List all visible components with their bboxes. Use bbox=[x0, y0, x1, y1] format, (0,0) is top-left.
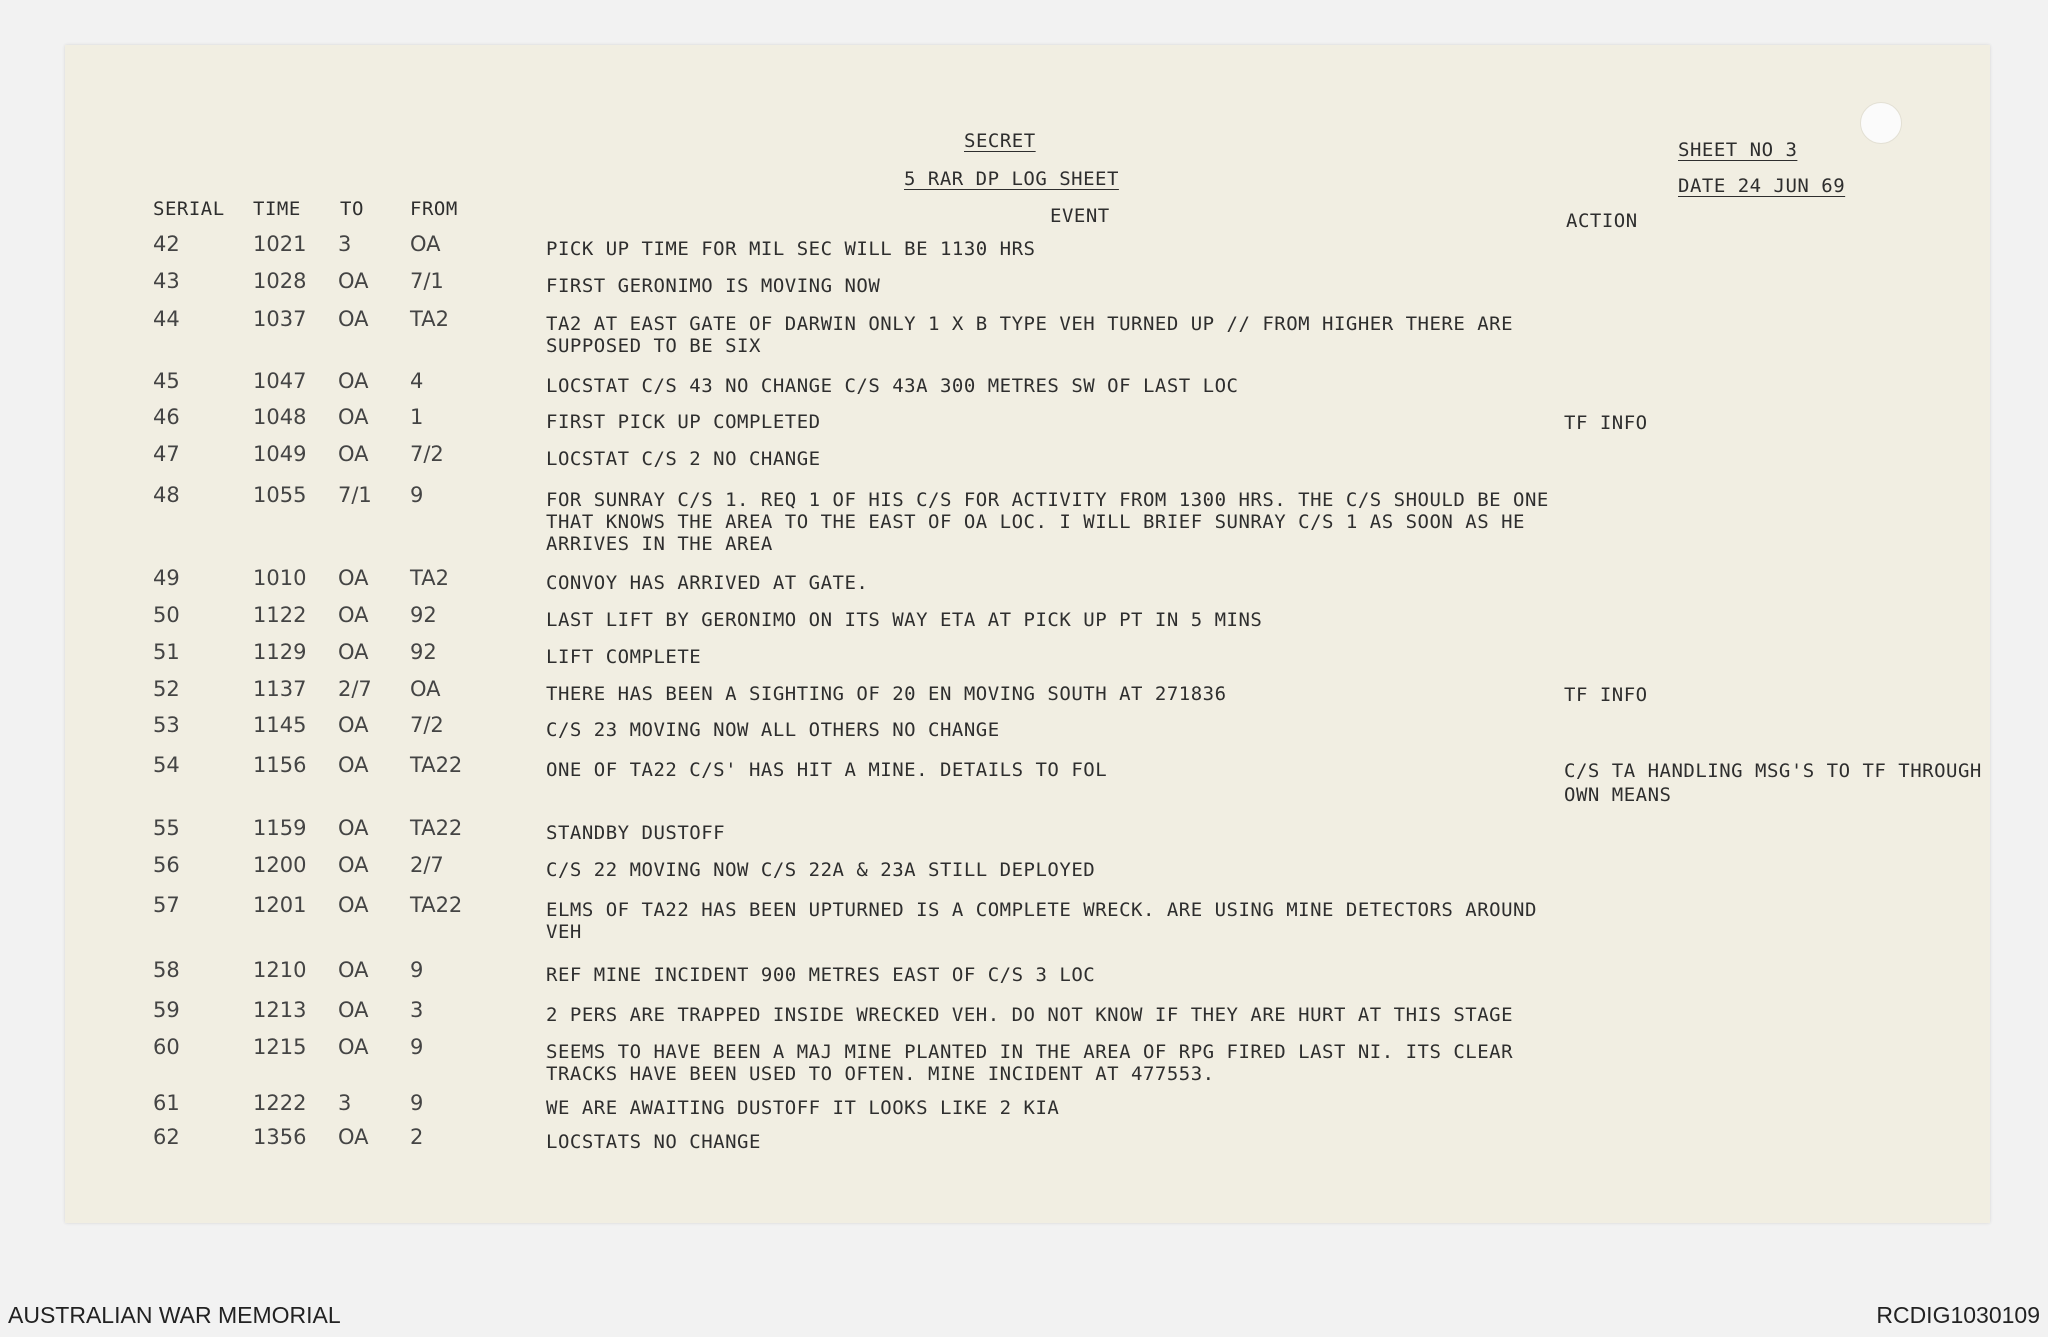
event-cell: ELMS OF TA22 HAS BEEN UPTURNED IS A COMPLETE WRECK. ARE USING MINE DETECTORS AROUND VEH bbox=[546, 899, 1537, 943]
to-cell: 2/7 bbox=[338, 677, 372, 701]
event-cell: LOCSTAT C/S 2 NO CHANGE bbox=[546, 448, 821, 470]
column-header-time: TIME bbox=[253, 198, 301, 220]
time-cell: 1037 bbox=[253, 307, 307, 331]
column-header-action: ACTION bbox=[1566, 210, 1638, 232]
serial-cell: 60 bbox=[153, 1035, 180, 1059]
from-cell: 92 bbox=[410, 603, 437, 627]
event-cell: FIRST PICK UP COMPLETED bbox=[546, 411, 821, 433]
event-cell: WE ARE AWAITING DUSTOFF IT LOOKS LIKE 2 KIA bbox=[546, 1097, 1060, 1119]
from-cell: 1 bbox=[410, 405, 424, 429]
from-cell: 7/2 bbox=[410, 442, 444, 466]
to-cell: OA bbox=[338, 269, 369, 293]
to-cell: OA bbox=[338, 442, 369, 466]
to-cell: OA bbox=[338, 998, 369, 1022]
event-cell: CONVOY HAS ARRIVED AT GATE. bbox=[546, 572, 869, 594]
time-cell: 1137 bbox=[253, 677, 307, 701]
from-cell: TA22 bbox=[410, 816, 463, 840]
from-cell: 7/2 bbox=[410, 713, 444, 737]
event-cell: TA2 AT EAST GATE OF DARWIN ONLY 1 X B TYPE VEH TURNED UP // FROM HIGHER THERE ARE SUPPOSED TO BE SIX bbox=[546, 313, 1514, 357]
action-cell: TF INFO bbox=[1564, 412, 1648, 434]
to-cell: 3 bbox=[338, 232, 352, 256]
serial-cell: 45 bbox=[153, 369, 180, 393]
archive-credit: AUSTRALIAN WAR MEMORIAL bbox=[8, 1302, 341, 1328]
event-cell: LAST LIFT BY GERONIMO ON ITS WAY ETA AT PICK UP PT IN 5 MINS bbox=[546, 609, 1263, 631]
time-cell: 1010 bbox=[253, 566, 307, 590]
event-cell: LOCSTATS NO CHANGE bbox=[546, 1131, 761, 1153]
serial-cell: 61 bbox=[153, 1091, 180, 1115]
action-cell: C/S TA HANDLING MSG'S TO TF THROUGH OWN MEANS bbox=[1564, 760, 1982, 806]
time-cell: 1215 bbox=[253, 1035, 307, 1059]
event-cell: C/S 23 MOVING NOW ALL OTHERS NO CHANGE bbox=[546, 719, 1000, 741]
time-cell: 1210 bbox=[253, 958, 307, 982]
to-cell: OA bbox=[338, 893, 369, 917]
serial-cell: 59 bbox=[153, 998, 180, 1022]
column-header-to: TO bbox=[340, 198, 364, 220]
action-cell: TF INFO bbox=[1564, 684, 1648, 706]
from-cell: 9 bbox=[410, 958, 424, 982]
serial-cell: 55 bbox=[153, 816, 180, 840]
to-cell: OA bbox=[338, 1125, 369, 1149]
column-header-serial: SERIAL bbox=[153, 198, 225, 220]
serial-cell: 53 bbox=[153, 713, 180, 737]
archive-id: RCDIG1030109 bbox=[1876, 1302, 2040, 1328]
time-cell: 1122 bbox=[253, 603, 307, 627]
from-cell: 7/1 bbox=[410, 269, 444, 293]
from-cell: 9 bbox=[410, 1091, 424, 1115]
time-cell: 1213 bbox=[253, 998, 307, 1022]
serial-cell: 44 bbox=[153, 307, 180, 331]
time-cell: 1049 bbox=[253, 442, 307, 466]
serial-cell: 58 bbox=[153, 958, 180, 982]
from-cell: 9 bbox=[410, 483, 424, 507]
from-cell: 9 bbox=[410, 1035, 424, 1059]
time-cell: 1222 bbox=[253, 1091, 307, 1115]
page-title: 5 RAR DP LOG SHEET bbox=[904, 168, 1119, 190]
to-cell: OA bbox=[338, 958, 369, 982]
time-cell: 1055 bbox=[253, 483, 307, 507]
classification-label: SECRET bbox=[964, 130, 1036, 152]
to-cell: OA bbox=[338, 640, 369, 664]
serial-cell: 57 bbox=[153, 893, 180, 917]
to-cell: OA bbox=[338, 1035, 369, 1059]
from-cell: TA22 bbox=[410, 753, 463, 777]
serial-cell: 47 bbox=[153, 442, 180, 466]
event-cell: PICK UP TIME FOR MIL SEC WILL BE 1130 HRS bbox=[546, 238, 1036, 260]
serial-cell: 54 bbox=[153, 753, 180, 777]
time-cell: 1047 bbox=[253, 369, 307, 393]
to-cell: OA bbox=[338, 853, 369, 877]
from-cell: 2 bbox=[410, 1125, 424, 1149]
event-cell: STANDBY DUSTOFF bbox=[546, 822, 726, 844]
from-cell: OA bbox=[410, 232, 441, 256]
sheet-number: SHEET NO 3 bbox=[1678, 139, 1798, 161]
from-cell: 92 bbox=[410, 640, 437, 664]
time-cell: 1145 bbox=[253, 713, 307, 737]
serial-cell: 42 bbox=[153, 232, 180, 256]
sheet-date: DATE 24 JUN 69 bbox=[1678, 175, 1846, 197]
event-cell: ONE OF TA22 C/S' HAS HIT A MINE. DETAILS TO FOL bbox=[546, 759, 1108, 781]
from-cell: TA2 bbox=[410, 307, 449, 331]
event-cell: C/S 22 MOVING NOW C/S 22A & 23A STILL DEPLOYED bbox=[546, 859, 1096, 881]
punch-hole bbox=[1860, 102, 1902, 144]
time-cell: 1156 bbox=[253, 753, 307, 777]
time-cell: 1021 bbox=[253, 232, 307, 256]
to-cell: OA bbox=[338, 369, 369, 393]
from-cell: TA2 bbox=[410, 566, 449, 590]
serial-cell: 46 bbox=[153, 405, 180, 429]
time-cell: 1129 bbox=[253, 640, 307, 664]
to-cell: OA bbox=[338, 753, 369, 777]
to-cell: OA bbox=[338, 566, 369, 590]
serial-cell: 52 bbox=[153, 677, 180, 701]
event-cell: FOR SUNRAY C/S 1. REQ 1 OF HIS C/S FOR ACTIVITY FROM 1300 HRS. THE C/S SHOULD BE ONE THAT KNOWS THE AREA TO THE EAST OF OA LOC. I WILL BRIEF SUNRAY C/S 1 AS SOON AS HE ARRIVES IN THE AREA bbox=[546, 489, 1549, 555]
to-cell: OA bbox=[338, 307, 369, 331]
from-cell: 2/7 bbox=[410, 853, 444, 877]
from-cell: OA bbox=[410, 677, 441, 701]
event-cell: SEEMS TO HAVE BEEN A MAJ MINE PLANTED IN THE AREA OF RPG FIRED LAST NI. ITS CLEAR TRACKS HAVE BEEN USED TO OFTEN. MINE INCIDENT AT 477553. bbox=[546, 1041, 1514, 1085]
to-cell: 7/1 bbox=[338, 483, 372, 507]
from-cell: 4 bbox=[410, 369, 424, 393]
time-cell: 1356 bbox=[253, 1125, 307, 1149]
event-cell: FIRST GERONIMO IS MOVING NOW bbox=[546, 275, 881, 297]
from-cell: 3 bbox=[410, 998, 424, 1022]
event-cell: LIFT COMPLETE bbox=[546, 646, 702, 668]
time-cell: 1159 bbox=[253, 816, 307, 840]
to-cell: 3 bbox=[338, 1091, 352, 1115]
time-cell: 1201 bbox=[253, 893, 307, 917]
column-header-event: EVENT bbox=[1050, 205, 1110, 227]
to-cell: OA bbox=[338, 603, 369, 627]
serial-cell: 56 bbox=[153, 853, 180, 877]
serial-cell: 43 bbox=[153, 269, 180, 293]
time-cell: 1200 bbox=[253, 853, 307, 877]
event-cell: 2 PERS ARE TRAPPED INSIDE WRECKED VEH. DO NOT KNOW IF THEY ARE HURT AT THIS STAGE bbox=[546, 1004, 1514, 1026]
to-cell: OA bbox=[338, 816, 369, 840]
serial-cell: 49 bbox=[153, 566, 180, 590]
to-cell: OA bbox=[338, 713, 369, 737]
time-cell: 1048 bbox=[253, 405, 307, 429]
column-header-from: FROM bbox=[410, 198, 458, 220]
event-cell: THERE HAS BEEN A SIGHTING OF 20 EN MOVING SOUTH AT 271836 bbox=[546, 683, 1227, 705]
to-cell: OA bbox=[338, 405, 369, 429]
serial-cell: 50 bbox=[153, 603, 180, 627]
event-cell: LOCSTAT C/S 43 NO CHANGE C/S 43A 300 METRES SW OF LAST LOC bbox=[546, 375, 1239, 397]
event-cell: REF MINE INCIDENT 900 METRES EAST OF C/S 3 LOC bbox=[546, 964, 1096, 986]
serial-cell: 62 bbox=[153, 1125, 180, 1149]
from-cell: TA22 bbox=[410, 893, 463, 917]
serial-cell: 48 bbox=[153, 483, 180, 507]
time-cell: 1028 bbox=[253, 269, 307, 293]
serial-cell: 51 bbox=[153, 640, 180, 664]
